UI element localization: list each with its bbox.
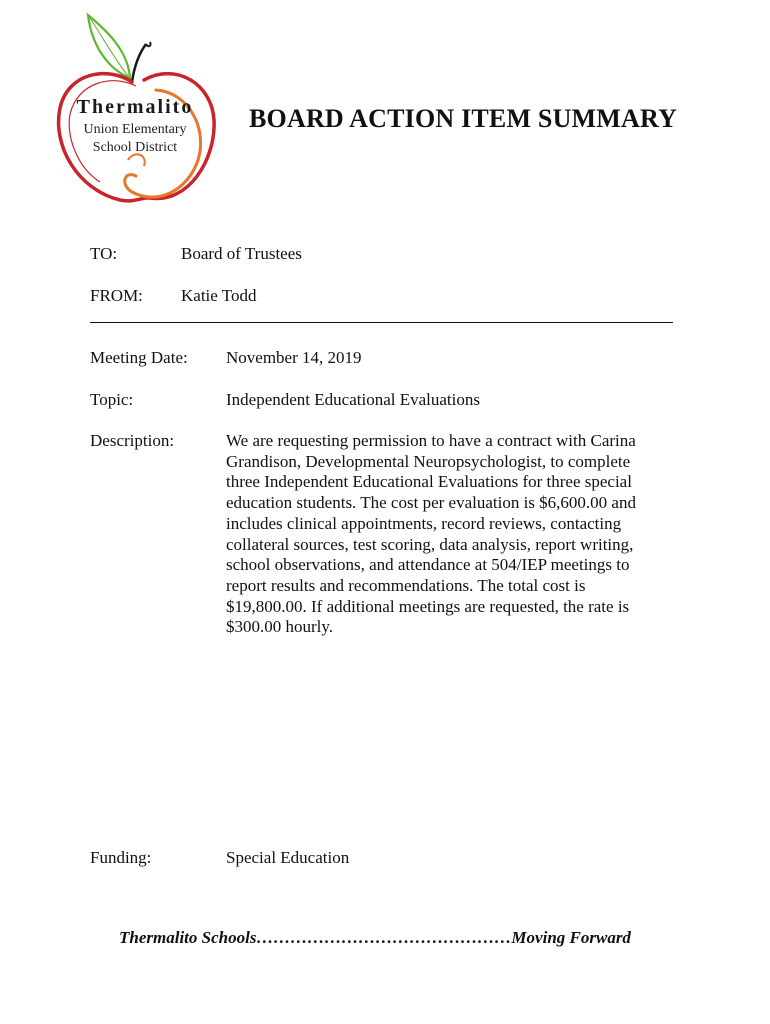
description-label: Description: bbox=[90, 431, 175, 450]
footer-tagline: Thermalito Schools………………………………………Moving Forward bbox=[119, 928, 631, 947]
to-value: Board of Trustees bbox=[181, 244, 302, 263]
logo-subtitle-line1: Union Elementary bbox=[83, 122, 187, 137]
description-text: We are requesting permission to have a contract with Carina Grandison, Developmental Neuropsychologist, to complete three Independent Educational Evaluations for three special education students. The cost per evaluation is $6,600.00 and includes clinical appointments, record reviews, contacting collateral sources, test scoring, data analysis, report writing, school observations, and attendance at 504/IEP meetings to report results and recommendations. The total cost is $19,800.00. If additional meetings are requested, the rate is $300.00 hourly. bbox=[226, 431, 636, 637]
header-divider bbox=[90, 322, 673, 323]
funding-label: Funding: bbox=[90, 848, 152, 867]
to-label: TO: bbox=[90, 244, 118, 263]
meeting-date-label: Meeting Date: bbox=[90, 348, 188, 367]
meeting-date-value: November 14, 2019 bbox=[226, 348, 362, 367]
from-value: Katie Todd bbox=[181, 286, 257, 305]
district-logo bbox=[48, 10, 228, 210]
page-title: BOARD ACTION ITEM SUMMARY bbox=[249, 104, 678, 133]
funding-value: Special Education bbox=[226, 848, 350, 867]
logo-district-name: Thermalito bbox=[76, 96, 194, 118]
topic-label: Topic: bbox=[90, 390, 134, 409]
topic-value: Independent Educational Evaluations bbox=[226, 390, 480, 409]
from-label: FROM: bbox=[90, 286, 143, 305]
logo-subtitle-line2: School District bbox=[92, 140, 178, 155]
